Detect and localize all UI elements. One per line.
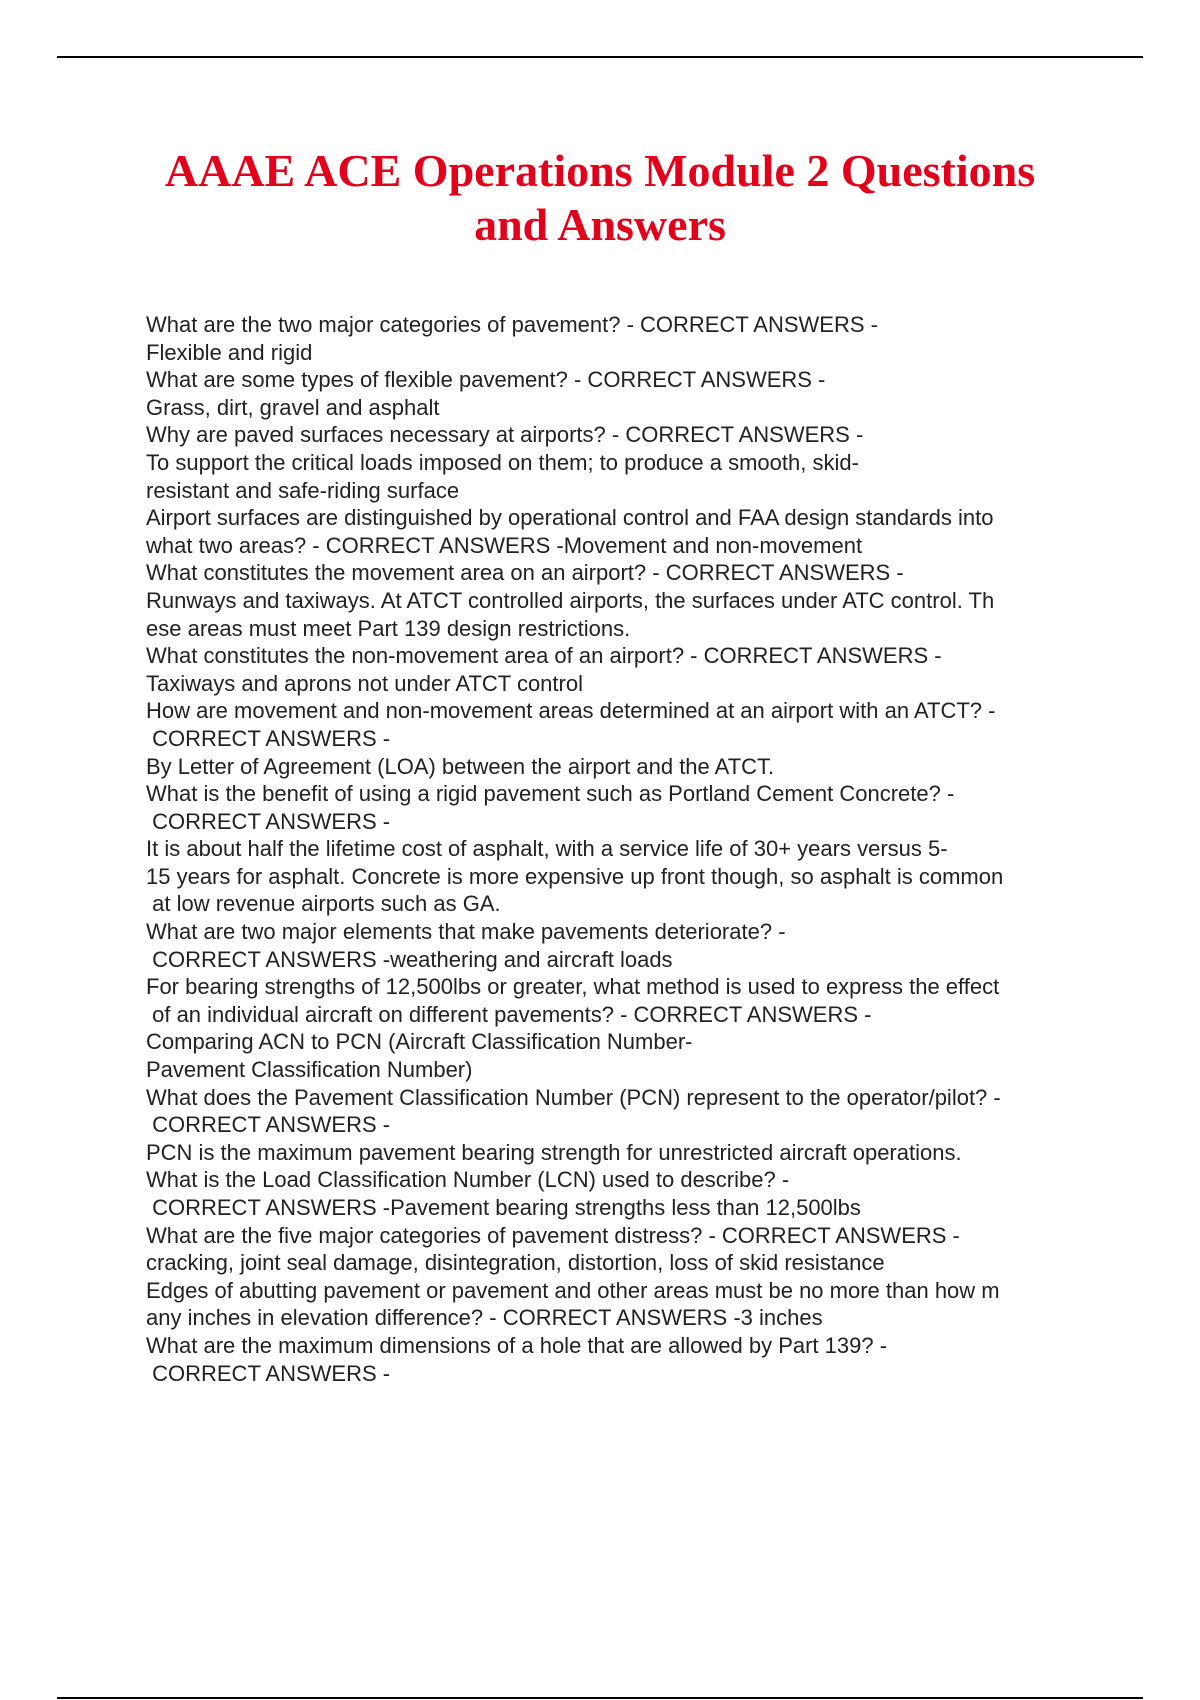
text-line: To support the critical loads imposed on them; to produce a smooth, skid- [146, 449, 859, 475]
text-line: Grass, dirt, gravel and asphalt [146, 394, 440, 420]
text-line: What are the maximum dimensions of a hole that are allowed by Part 139? - [146, 1332, 888, 1358]
text-line: Taxiways and aprons not under ATCT control [146, 670, 583, 696]
text-line: Why are paved surfaces necessary at airports? - CORRECT ANSWERS - [146, 422, 864, 448]
text-line: ese areas must meet Part 139 design restrictions. [146, 615, 631, 641]
text-line: What are the five major categories of pavement distress? - CORRECT ANSWERS - [146, 1222, 960, 1248]
text-line: Comparing ACN to PCN (Aircraft Classification Number- [146, 1029, 693, 1055]
text-line: What constitutes the movement area on an airport? - CORRECT ANSWERS - [146, 560, 904, 586]
qa-body-text [146, 311, 1146, 1387]
text-line: It is about half the lifetime cost of asphalt, with a service life of 30+ years versus 5- [146, 836, 948, 862]
document-title [100, 144, 1100, 252]
text-line: at low revenue airports such as GA. [146, 891, 501, 917]
text-line: CORRECT ANSWERS -weathering and aircraft loads [146, 946, 673, 972]
text-line: PCN is the maximum pavement bearing strength for unrestricted aircraft operations. [146, 1139, 962, 1165]
text-line: CORRECT ANSWERS - [146, 1112, 391, 1138]
text-line: What are some types of flexible pavement? - CORRECT ANSWERS - [146, 367, 826, 393]
text-line: CORRECT ANSWERS - [146, 1360, 391, 1386]
text-line: of an individual aircraft on different pavements? - CORRECT ANSWERS - [146, 1001, 872, 1027]
text-line: Flexible and rigid [146, 339, 313, 365]
text-line: any inches in elevation difference? - CORRECT ANSWERS -3 inches [146, 1305, 823, 1331]
title-line-1: AAAE ACE Operations Module 2 Questions [164, 145, 1036, 196]
text-line: What are two major elements that make pavements deteriorate? - [146, 919, 786, 945]
text-line: Edges of abutting pavement or pavement and other areas must be no more than how m [146, 1277, 1000, 1303]
title-line-2: and Answers [474, 199, 726, 250]
text-line: 15 years for asphalt. Concrete is more expensive up front though, so asphalt is common [146, 863, 1004, 889]
bottom-rule [57, 1697, 1143, 1699]
top-rule [57, 56, 1143, 58]
text-line: resistant and safe-riding surface [146, 477, 460, 503]
text-line: What is the Load Classification Number (LCN) used to describe? - [146, 1167, 790, 1193]
text-line: What constitutes the non-movement area of an airport? - CORRECT ANSWERS - [146, 643, 942, 669]
text-line: CORRECT ANSWERS -Pavement bearing strengths less than 12,500lbs [146, 1195, 861, 1220]
text-line: cracking, joint seal damage, disintegration, distortion, loss of skid resistance [146, 1250, 885, 1276]
text-line: What is the benefit of using a rigid pavement such as Portland Cement Concrete? - [146, 781, 955, 807]
text-line: By Letter of Agreement (LOA) between the airport and the ATCT. [146, 753, 775, 779]
text-line: Airport surfaces are distinguished by operational control and FAA design standards into [146, 505, 994, 531]
text-line: For bearing strengths of 12,500lbs or greater, what method is used to express the effect [146, 974, 1000, 1000]
text-line: How are movement and non-movement areas determined at an airport with an ATCT? - [146, 698, 996, 724]
text-line: Runways and taxiways. At ATCT controlled airports, the surfaces under ATC control. Th [146, 587, 995, 613]
text-line: What does the Pavement Classification Number (PCN) represent to the operator/pilot? - [146, 1084, 1001, 1110]
text-line: CORRECT ANSWERS - [146, 725, 391, 751]
text-line: What are the two major categories of pavement? - CORRECT ANSWERS - [146, 312, 878, 337]
text-line: what two areas? - CORRECT ANSWERS -Movement and non-movement [146, 532, 863, 558]
text-line: Pavement Classification Number) [146, 1057, 473, 1083]
text-line: CORRECT ANSWERS - [146, 808, 391, 834]
